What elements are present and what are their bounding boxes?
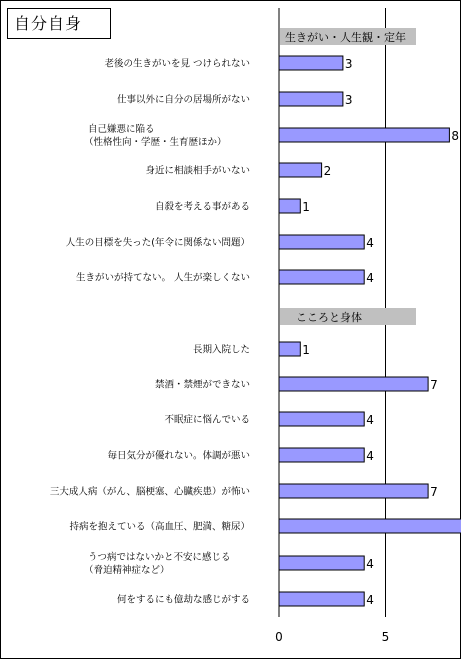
data-label: 8: [451, 129, 460, 143]
category-label: 老後の生きがいを見 つけられない: [104, 58, 250, 70]
page-title: 自分自身: [7, 8, 111, 39]
data-label: 2: [323, 164, 332, 178]
data-label: 4: [366, 593, 374, 607]
category-label: うつ病ではないかと不安に感じる: [88, 552, 231, 563]
category-label: 不眠症に悩んでいる: [164, 414, 250, 426]
bar: [279, 556, 364, 570]
data-label: 4: [366, 413, 374, 427]
data-label: 3: [344, 57, 353, 71]
data-label: 1: [302, 343, 310, 357]
data-label: 7: [430, 485, 438, 499]
data-label: 4: [366, 557, 374, 571]
bar: [279, 377, 428, 391]
category-label: （性格性向・学歴・生育歴ほか）: [84, 137, 227, 148]
category-label: 生きがいが持てない。 人生が楽しくない: [75, 272, 250, 284]
category-label: 何をするにも億劫な感じがする: [116, 594, 250, 606]
data-label: 4: [366, 236, 374, 250]
bar: [279, 592, 364, 606]
section-header: 生きがい・人生観・定年: [285, 31, 406, 44]
bar: [279, 448, 364, 462]
x-tick-label: 0: [275, 630, 283, 644]
bar: [279, 270, 364, 284]
bar: [279, 235, 364, 249]
category-label: 禁酒・禁煙ができない: [154, 379, 250, 391]
bar: [279, 412, 364, 426]
category-label: 自殺を考える事がある: [154, 201, 250, 213]
x-tick-label: 5: [381, 630, 390, 644]
bar: [279, 92, 343, 106]
bar: [279, 199, 300, 213]
category-label: 人生の目標を失った(年令に関係ない問題）: [65, 237, 250, 249]
data-label: 3: [344, 93, 353, 107]
category-label: 持病を抱えている（高血圧、肥満、糖尿）: [69, 521, 250, 533]
category-label: 自己嫌悪に陥る: [88, 124, 155, 135]
category-label: 身近に相談相手がいない: [145, 165, 250, 177]
section-header: こころと身体: [296, 311, 362, 324]
category-label: 仕事以外に自分の居場所がない: [116, 94, 250, 106]
category-label: 三大成人病（がん、脳梗塞、心臓疾患）が怖い: [49, 486, 250, 498]
bar: [279, 519, 461, 533]
bar: [279, 342, 300, 356]
data-label: 7: [430, 378, 438, 392]
category-label: 長期入院した: [192, 344, 250, 356]
bar: [279, 128, 449, 142]
category-label: （脅迫精神症など）: [84, 565, 170, 576]
data-label: 1: [302, 200, 310, 214]
bar: [279, 163, 322, 177]
data-label: 4: [366, 271, 374, 285]
bar: [279, 56, 343, 70]
category-label: 毎日気分が優れない。体調が悪い: [107, 450, 250, 462]
bar: [279, 484, 428, 498]
data-label: 4: [366, 449, 374, 463]
